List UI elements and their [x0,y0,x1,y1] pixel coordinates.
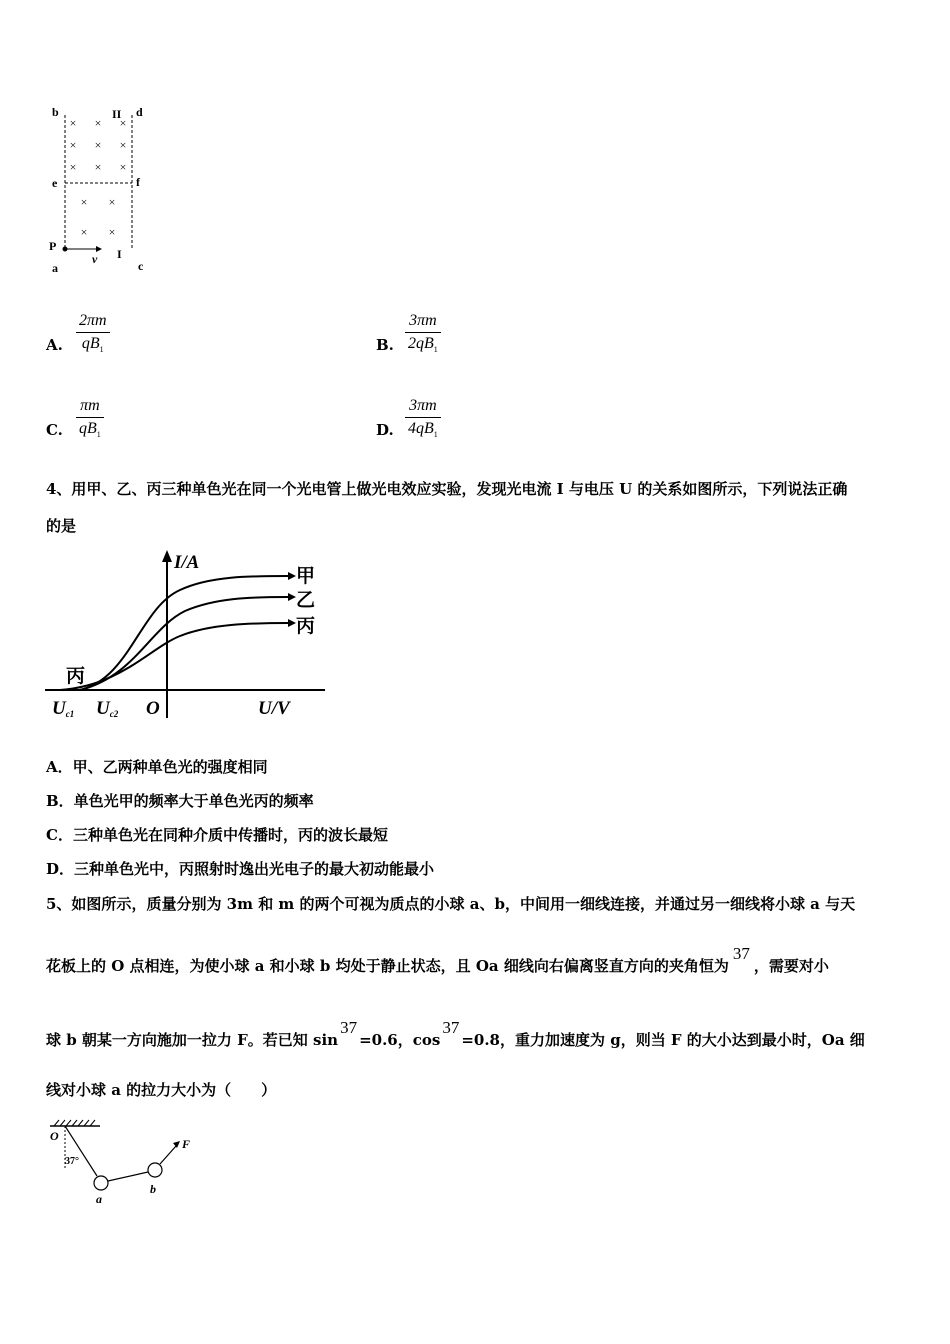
svg-text:Uc2: Uc2 [96,698,119,719]
magnetic-field-figure [40,100,160,280]
angle-label: 37° [65,1156,79,1167]
option-label: A. [46,336,63,354]
q5-stem-line1: 5、如图所示，质量分别为 3m 和 m 的两个可视为质点的小球 a、b，中间用一细线连接，并通过另一细线将小球 a 与天 [46,895,856,913]
label-v: v [92,252,98,266]
ball-a-label: a [96,1192,102,1206]
label-b: b [52,105,59,119]
label-c: c [138,259,144,273]
label-e: e [52,176,58,190]
point-O: O [50,1129,59,1143]
svg-text:Uc1: Uc1 [52,698,75,719]
curve-label-bing: 丙 [296,616,316,637]
svg-text:×: × [108,225,116,239]
fraction: 2πm $qB_1$ [76,312,110,354]
y-axis-label: I/A [174,552,200,573]
option-label: B. [376,336,394,354]
svg-text:×: × [94,160,102,174]
fraction: 3πm $4qB_1$ [405,397,441,439]
svg-text:×: × [119,116,127,130]
svg-text:×: × [80,195,88,209]
svg-text:×: × [108,195,116,209]
label-a: a [52,261,58,275]
ball-b-label: b [150,1182,156,1196]
label-f: f [136,175,140,189]
q4-option-C[interactable]: C．三种单色光在同种介质中传播时，丙的波长最短 [46,826,388,844]
q4-stem-line1: 4、用甲、乙、丙三种单色光在同一个光电管上做光电效应实验，发现光电流 I 与电压 U 的关系如图所示，下列说法正确 [46,480,848,498]
label-d: d [136,105,143,119]
svg-text:×: × [94,116,102,130]
option-label: D. [376,421,394,439]
svg-text:×: × [119,160,127,174]
force-F-label: F [182,1137,191,1151]
q4-stem-line2: 的是 [46,517,77,535]
origin-label: O [146,698,160,719]
option-label: C. [46,421,63,439]
q4-option-D[interactable]: D．三种单色光中，丙照射时逸出光电子的最大初动能最小 [46,860,435,878]
curve-label-jia: 甲 [296,566,316,587]
left-label-bing: 丙 [66,666,86,687]
svg-text:×: × [80,225,88,239]
pendulum-figure [40,1118,210,1208]
label-II: II [112,107,122,121]
svg-text:×: × [69,116,77,130]
svg-text:×: × [69,160,77,174]
label-I: I [117,247,122,261]
label-P: P [49,239,57,253]
svg-text:×: × [119,138,127,152]
svg-text:×: × [94,138,102,152]
fraction: 3πm $2qB_1$ [405,312,441,354]
curve-label-yi: 乙 [296,590,316,611]
q4-option-B[interactable]: B．单色光甲的频率大于单色光丙的频率 [46,792,314,810]
svg-text:×: × [69,138,77,152]
q4-option-A[interactable]: A．甲、乙两种单色光的强度相同 [46,758,268,776]
q5-stem-line4: 线对小球 a 的拉力大小为（ ） [46,1081,277,1099]
fraction: πm $qB_1$ [76,397,104,439]
q5-stem-line2: 花板上的 O 点相连，为使小球 a 和小球 b 均处于静止状态，且 Oa 细线向右偏离竖直方向的夹角恒为37，需要对小 [46,944,829,975]
iu-graph [40,548,340,728]
x-axis-label: U/V [258,698,290,719]
q5-stem-line3: 球 b 朝某一方向施加一拉力 F。若已知 sin37=0.6，cos37=0.8，重力加速度为 g，则当 F 的大小达到最小时，Oa 细 [46,1018,865,1049]
